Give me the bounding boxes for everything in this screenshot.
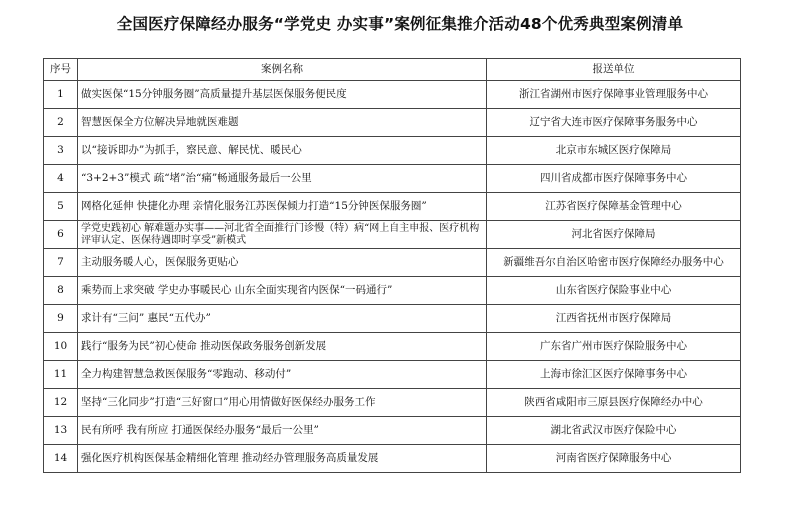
row-case-name: 全力构建智慧急救医保服务“零跑动、移动付” xyxy=(78,361,487,389)
table-row xyxy=(44,109,741,137)
row-num: 2 xyxy=(44,109,78,137)
table-row xyxy=(44,193,741,221)
row-num: 3 xyxy=(44,137,78,165)
row-num: 9 xyxy=(44,305,78,333)
row-unit: 河北省医疗保障局 xyxy=(487,221,741,249)
table-row xyxy=(44,445,741,473)
row-case-name: 坚持“三化同步”打造“三好窗口”用心用情做好医保经办服务工作 xyxy=(78,389,487,417)
row-unit: 辽宁省大连市医疗保障事务服务中心 xyxy=(487,109,741,137)
page-title: 全国医疗保障经办服务“学党史 办实事”案例征集推介活动48个优秀典型案例清单 xyxy=(116,15,684,33)
row-num: 6 xyxy=(44,221,78,249)
row-num: 7 xyxy=(44,249,78,277)
row-case-name: 智慧医保全方位解决异地就医难题 xyxy=(78,109,487,137)
table-row xyxy=(44,333,741,361)
row-num: 4 xyxy=(44,165,78,193)
row-case-name: 做实医保“15分钟服务圈”高质量提升基层医保服务便民度 xyxy=(78,81,487,109)
row-unit: 陕西省咸阳市三原县医疗保障经办中心 xyxy=(487,389,741,417)
table-row xyxy=(44,81,741,109)
table-row xyxy=(44,165,741,193)
header-num: 序号 xyxy=(44,59,78,81)
table-row xyxy=(44,305,741,333)
row-num: 11 xyxy=(44,361,78,389)
row-case-name: 践行“服务为民”初心使命 推动医保政务服务创新发展 xyxy=(78,333,487,361)
header-unit: 报送单位 xyxy=(487,59,741,81)
row-num: 5 xyxy=(44,193,78,221)
table-row xyxy=(44,389,741,417)
row-case-name: 乘势而上求突破 学史办事暖民心 山东全面实现省内医保“一码通行” xyxy=(78,277,487,305)
row-case-name: 主动服务暖人心，医保服务更贴心 xyxy=(78,249,487,277)
table-row xyxy=(44,277,741,305)
row-unit: 浙江省湖州市医疗保障事业管理服务中心 xyxy=(487,81,741,109)
row-case-name: 民有所呼 我有所应 打通医保经办服务“最后一公里” xyxy=(78,417,487,445)
table-row xyxy=(44,361,741,389)
case-list-table xyxy=(43,58,741,473)
table-row xyxy=(44,249,741,277)
row-unit: 上海市徐汇区医疗保障事务中心 xyxy=(487,361,741,389)
row-unit: 江苏省医疗保障基金管理中心 xyxy=(487,193,741,221)
table-header-row xyxy=(44,59,741,81)
row-unit: 江西省抚州市医疗保障局 xyxy=(487,305,741,333)
row-unit: 广东省广州市医疗保险服务中心 xyxy=(487,333,741,361)
row-case-name: “3+2+3”模式 疏“堵”治“痛”畅通服务最后一公里 xyxy=(78,165,487,193)
row-case-name: 求计有“三问” 惠民“五代办” xyxy=(78,305,487,333)
row-unit: 山东省医疗保险事业中心 xyxy=(487,277,741,305)
table-row xyxy=(44,221,741,249)
row-num: 10 xyxy=(44,333,78,361)
row-case-name: 强化医疗机构医保基金精细化管理 推动经办管理服务高质量发展 xyxy=(78,445,487,473)
row-unit: 四川省成都市医疗保障事务中心 xyxy=(487,165,741,193)
row-unit: 河南省医疗保障服务中心 xyxy=(487,445,741,473)
row-unit: 新疆维吾尔自治区哈密市医疗保障经办服务中心 xyxy=(487,249,741,277)
row-unit: 北京市东城区医疗保障局 xyxy=(487,137,741,165)
row-case-name: 以“接诉即办”为抓手，察民意、解民忧、暖民心 xyxy=(78,137,487,165)
row-unit: 湖北省武汉市医疗保险中心 xyxy=(487,417,741,445)
row-case-name: 网格化延伸 快捷化办理 亲情化服务江苏医保倾力打造“15分钟医保服务圈” xyxy=(78,193,487,221)
table-row xyxy=(44,137,741,165)
row-num: 8 xyxy=(44,277,78,305)
header-name: 案例名称 xyxy=(78,59,487,81)
table-row xyxy=(44,417,741,445)
row-num: 13 xyxy=(44,417,78,445)
row-num: 12 xyxy=(44,389,78,417)
row-case-name: 学党史践初心 解难题办实事——河北省全面推行门诊慢（特）病“网上自主申报、医疗机构评审认定、医保待遇即时享受”新模式 xyxy=(78,221,487,249)
row-num: 14 xyxy=(44,445,78,473)
row-num: 1 xyxy=(44,81,78,109)
